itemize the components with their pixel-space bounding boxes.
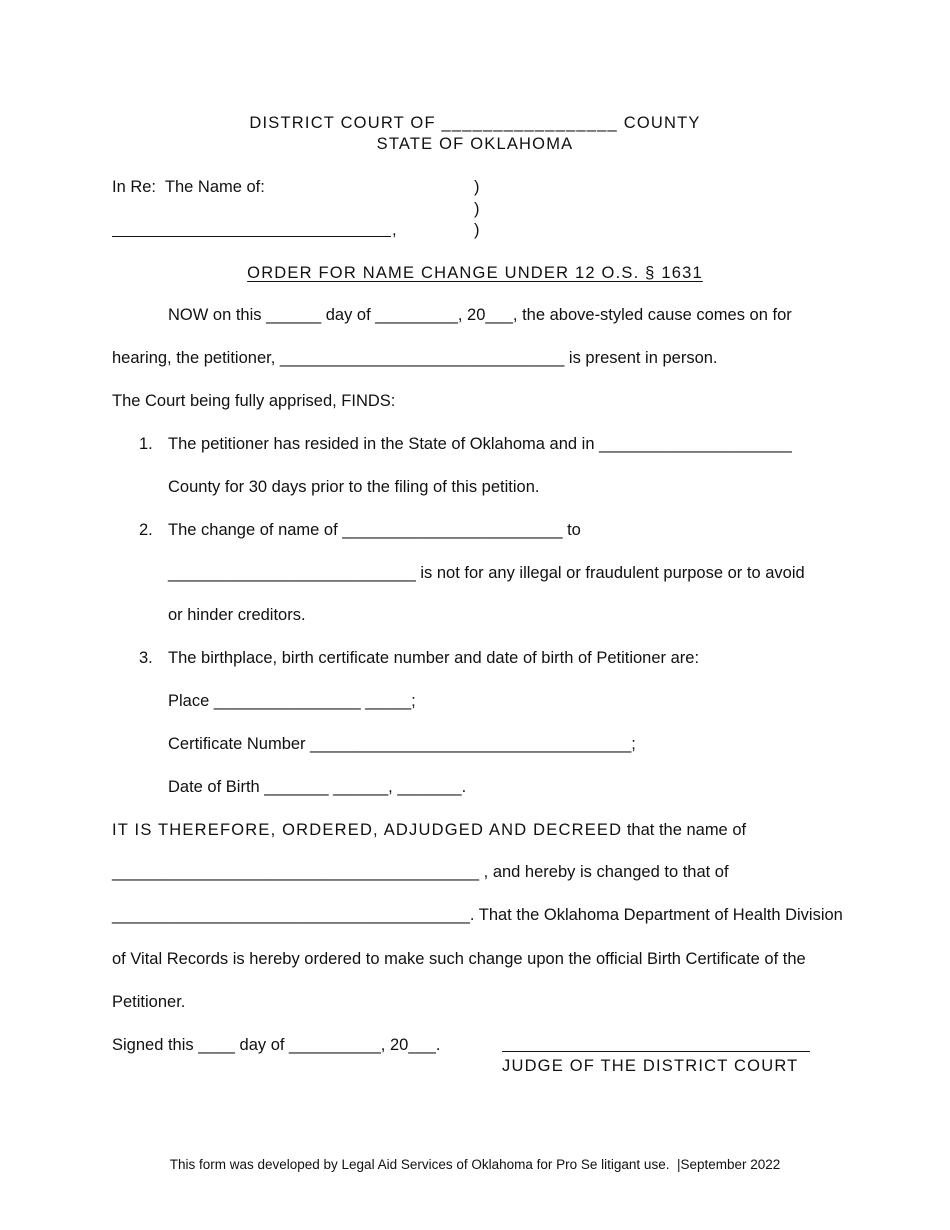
date-of-birth-line: Date of Birth _______ ______, _______.: [168, 778, 467, 796]
finding-number: 2.: [139, 521, 153, 539]
petitioner-name-line: [112, 236, 391, 237]
decree-line-1: [112, 820, 746, 840]
finding-text: The change of name of ________________________ to: [168, 521, 581, 539]
state-heading: STATE OF OKLAHOMA: [376, 135, 574, 153]
judge-signature-line: [502, 1051, 810, 1052]
finding-text: The birthplace, birth certificate number and date of birth of Petitioner are:: [168, 649, 700, 667]
caption-paren: ): [474, 221, 480, 239]
finding-text: County for 30 days prior to the filing of this petition.: [168, 478, 540, 496]
caption-comma: ,: [392, 221, 397, 239]
decree-line-3: _______________________________________. That the Oklahoma Department of Health Division: [112, 906, 843, 924]
caption-paren: ): [474, 178, 480, 196]
finds-line: The Court being fully apprised, FINDS:: [112, 392, 396, 410]
decree-line-2: ________________________________________ , and hereby is changed to that of: [112, 863, 729, 881]
court-heading: DISTRICT COURT OF _________________ COUNTY: [249, 114, 701, 132]
in-re-label: In Re: The Name of:: [112, 178, 265, 196]
finding-text: ___________________________ is not for any illegal or fraudulent purpose or to avoid: [168, 564, 805, 582]
decree-line-5: Petitioner.: [112, 993, 186, 1011]
place-line: Place ________________ _____;: [168, 692, 416, 710]
judge-label: JUDGE OF THE DISTRICT COURT: [502, 1057, 799, 1075]
hearing-line: hearing, the petitioner, _______________________________ is present in person.: [112, 349, 718, 367]
caption-paren: ): [474, 200, 480, 218]
finding-text: or hinder creditors.: [168, 606, 306, 624]
finding-number: 1.: [139, 435, 153, 453]
signed-line: Signed this ____ day of __________, 20___.: [112, 1036, 441, 1054]
order-title: ORDER FOR NAME CHANGE UNDER 12 O.S. § 1631: [247, 264, 703, 282]
certificate-number-line: Certificate Number ___________________________________;: [168, 735, 636, 753]
now-line: NOW on this ______ day of _________, 20___, the above-styled cause comes on for: [168, 306, 792, 324]
finding-text: The petitioner has resided in the State of Oklahoma and in _____________________: [168, 435, 792, 453]
finding-number: 3.: [139, 649, 153, 667]
decree-rest: that the name of: [622, 821, 747, 839]
decree-line-4: of Vital Records is hereby ordered to make such change upon the official Birth Certificate of the: [112, 950, 806, 968]
form-footer: This form was developed by Legal Aid Services of Oklahoma for Pro Se litigant use. |September 2022: [169, 1157, 781, 1172]
decree-caps: IT IS THEREFORE, ORDERED, ADJUDGED AND DECREED: [112, 821, 623, 839]
